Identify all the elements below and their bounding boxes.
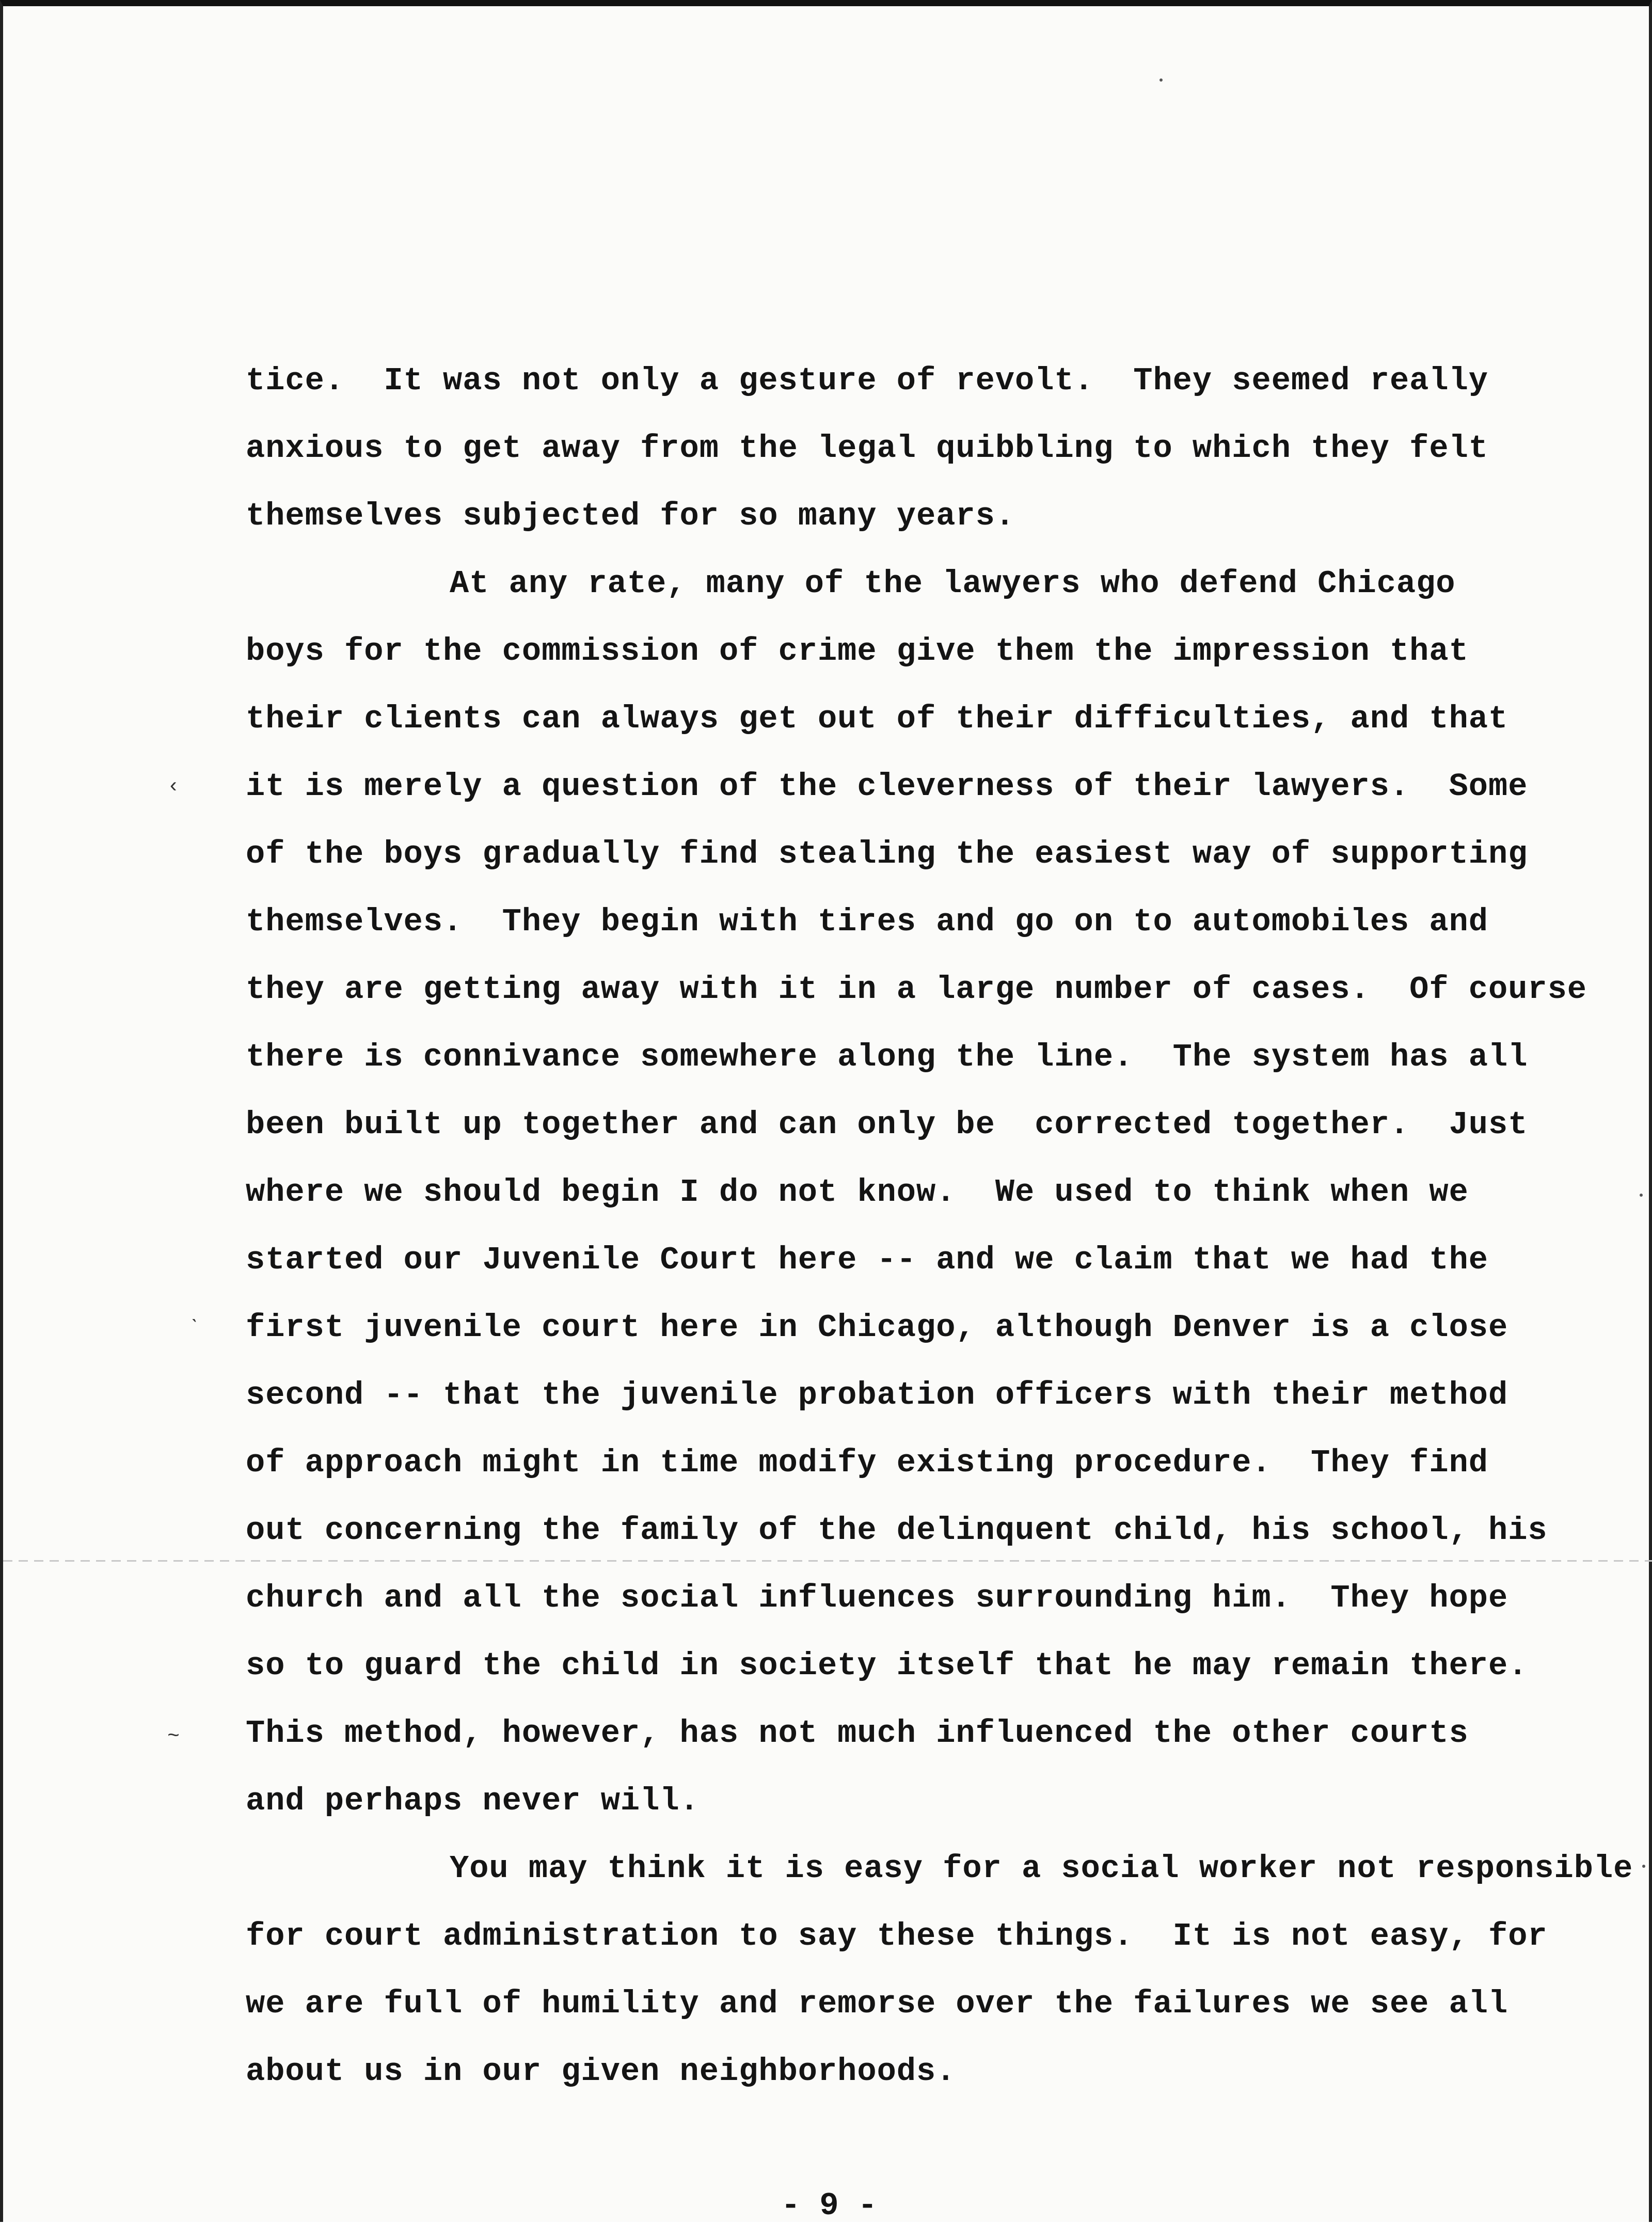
text-line: themselves. They begin with tires and go on to automobiles and <box>246 903 1488 940</box>
ink-speck <box>1642 1865 1645 1868</box>
text-line: for court administration to say these things. It is not easy, for <box>246 1918 1548 1955</box>
text-line: of the boys gradually find stealing the easiest way of supporting <box>246 836 1528 872</box>
text-line: boys for the commission of crime give them the impression that <box>246 633 1469 670</box>
text-line: it is merely a question of the cleverness of their lawyers. Some <box>246 768 1528 805</box>
text-line: second -- that the juvenile probation officers with their method <box>246 1377 1508 1413</box>
text-line: we are full of humility and remorse over the failures we see all <box>246 1985 1508 2022</box>
text-line: At any rate, many of the lawyers who defend Chicago <box>450 565 1456 602</box>
text-line: first juvenile court here in Chicago, although Denver is a close <box>246 1309 1508 1346</box>
ink-speck <box>1640 1194 1643 1197</box>
text-line: church and all the social influences surrounding him. They hope <box>246 1580 1508 1616</box>
text-line: there is connivance somewhere along the line. The system has all <box>246 1039 1528 1075</box>
text-line: You may think it is easy for a social worker not responsible <box>450 1850 1633 1887</box>
margin-mark: ˋ <box>189 1317 202 1341</box>
text-line: tice. It was not only a gesture of revolt. They seemed really <box>246 362 1488 399</box>
ink-speck <box>1159 78 1163 82</box>
text-line: they are getting away with it in a large number of cases. Of course <box>246 971 1587 1008</box>
text-line: themselves subjected for so many years. <box>246 498 1015 534</box>
text-line: been built up together and can only be corrected together. Just <box>246 1106 1528 1143</box>
text-line: where we should begin I do not know. We used to think when we <box>246 1174 1469 1211</box>
text-line: of approach might in time modify existing procedure. They find <box>246 1444 1488 1481</box>
text-line: their clients can always get out of their difficulties, and that <box>246 701 1508 737</box>
margin-mark: ‹ <box>167 775 180 799</box>
text-line: so to guard the child in society itself that he may remain there. <box>246 1647 1528 1684</box>
paragraph <box>246 347 1609 550</box>
margin-mark: ~ <box>167 1725 180 1749</box>
text-line: This method, however, has not much influenced the other courts <box>246 1715 1469 1752</box>
text-line: anxious to get away from the legal quibbling to which they felt <box>246 430 1488 467</box>
text-line: started our Juvenile Court here -- and we claim that we had the <box>246 1242 1488 1278</box>
text-line: and perhaps never will. <box>246 1783 700 1819</box>
page-number: - 9 - <box>781 2187 878 2224</box>
paragraph <box>246 1835 1633 2105</box>
paragraph <box>246 550 1609 1835</box>
text-line: about us in our given neighborhoods. <box>246 2053 956 2090</box>
typed-text-body <box>246 347 1633 2105</box>
text-line: out concerning the family of the delinquent child, his school, his <box>246 1512 1548 1549</box>
